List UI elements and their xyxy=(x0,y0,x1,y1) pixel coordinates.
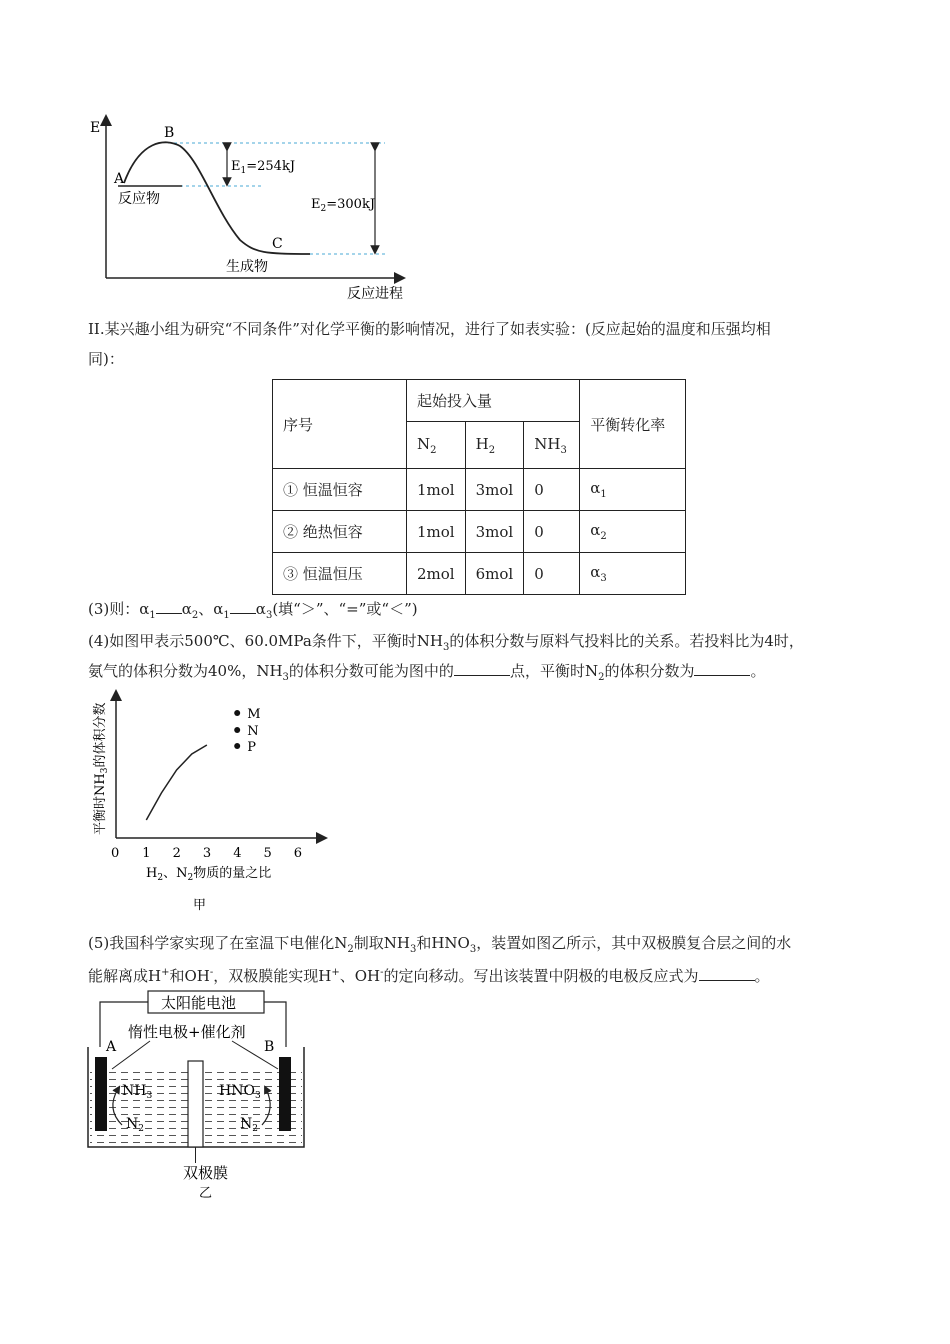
question-5-line2: 能解离成H+和OH-，双极膜能实现H+、OH-的定向移动。写出该装置中阴极的电极反应式为 。 xyxy=(88,958,868,991)
header-seq: 序号 xyxy=(273,380,407,469)
n2-right-label: $N_2$ xyxy=(240,1116,258,1134)
point-m xyxy=(234,710,240,716)
electrode-b-label: B xyxy=(264,1039,275,1055)
label-b: B xyxy=(164,125,175,141)
row-alpha: $\alpha_3$ xyxy=(580,553,686,595)
row-alpha: $\alpha_2$ xyxy=(580,511,686,553)
x-tick-label: 5 xyxy=(263,846,272,861)
row-n2: 1mol xyxy=(407,511,466,553)
point-label-p: P xyxy=(247,740,256,755)
header-start-amount: 起始投入量 xyxy=(407,380,580,422)
row-nh3: 0 xyxy=(524,511,580,553)
row-h2: 6mol xyxy=(465,553,524,595)
electrode-b xyxy=(279,1057,291,1131)
solar-cell-label: 太阳能电池 xyxy=(161,994,237,1012)
question-4-line2: 氨气的体积分数为40%，$NH_3$的体积分数可能为图中的 点，平衡时$N_2$的体积分数为 。 xyxy=(88,656,868,693)
e2-label: $E_2=300kJ$ xyxy=(311,197,376,214)
electrode-a-label: A xyxy=(106,1039,117,1055)
row-alpha: $\alpha_1$ xyxy=(580,469,686,511)
row-seq: ① 恒温恒容 xyxy=(273,469,407,511)
chart-jia xyxy=(0,685,360,920)
table-row xyxy=(273,511,686,553)
header-conversion: 平衡转化率 xyxy=(580,380,686,469)
reactant-label: 反应物 xyxy=(118,191,160,207)
chart-series-line xyxy=(146,745,207,820)
nh3-label: $NH_3$ xyxy=(122,1083,153,1101)
x-tick-label: 4 xyxy=(233,846,242,861)
answer-blank-1[interactable] xyxy=(156,597,182,614)
diagram-caption: 乙 xyxy=(199,1186,213,1201)
question-3: (3)则：$\alpha_1$ $\alpha_2$、$\alpha_1$ $\alpha_3$(填“＞”、“=”或“＜”) xyxy=(88,594,868,631)
x-tick-label: 2 xyxy=(172,846,181,861)
point-p xyxy=(234,743,240,749)
row-nh3: 0 xyxy=(524,553,580,595)
part2-line2: 同)： xyxy=(88,350,124,368)
table-row xyxy=(273,553,686,595)
point-label-n: N xyxy=(247,724,259,739)
x-tick-label: 1 xyxy=(142,846,151,861)
n2-left-label: $N_2$ xyxy=(126,1116,144,1134)
x-tick-label: 0 xyxy=(111,846,120,861)
question-5-line1: (5)我国科学家实现了在室温下电催化$N_2$制取$NH_3$和$HNO_3$，装置如图乙所示，其中双极膜复合层之间的水 xyxy=(88,934,792,955)
hno3-label: $HNO_3$ xyxy=(219,1083,261,1101)
row-h2: 3mol xyxy=(465,469,524,511)
electrode-note: 惰性电极+催化剂 xyxy=(128,1023,246,1041)
row-seq: ③ 恒温恒压 xyxy=(273,553,407,595)
chart-caption: 甲 xyxy=(193,898,207,913)
part2-line1: II.某兴趣小组为研究“不同条件”对化学平衡的影响情况，进行了如表实验：(反应起始的温度和压强均相 xyxy=(88,320,771,338)
header-h2: $H_2$ xyxy=(465,422,524,469)
table-row xyxy=(273,469,686,511)
question-4-line1: (4)如图甲表示500℃、60.0MPa条件下，平衡时$NH_3$的体积分数与原料气投料比的关系。若投料比为4时， xyxy=(88,632,804,653)
x-tick-label: 6 xyxy=(293,846,303,861)
row-h2: 3mol xyxy=(465,511,524,553)
row-n2: 2mol xyxy=(407,553,466,595)
row-seq: ② 绝热恒容 xyxy=(273,511,407,553)
electrode-a xyxy=(95,1057,107,1131)
e1-label: $E_1=254kJ$ xyxy=(231,159,296,176)
header-nh3: $NH_3$ xyxy=(524,422,580,469)
pointer-left xyxy=(112,1041,150,1069)
membrane-label: 双极膜 xyxy=(183,1164,229,1182)
label-a: A xyxy=(114,171,125,187)
product-label: 生成物 xyxy=(226,259,268,275)
row-n2: 1mol xyxy=(407,469,466,511)
row-nh3: 0 xyxy=(524,469,580,511)
chart-y-label: 平衡时$NH_3$的体积分数 xyxy=(93,702,110,835)
point-n xyxy=(234,727,240,733)
bipolar-membrane xyxy=(188,1061,203,1147)
experiment-table xyxy=(272,379,686,595)
header-n2: $N_2$ xyxy=(407,422,466,469)
answer-blank-2[interactable] xyxy=(230,597,256,614)
answer-blank-equation[interactable] xyxy=(699,964,755,981)
answer-blank-point[interactable] xyxy=(454,659,510,676)
axis-e-label: E xyxy=(90,120,101,136)
x-tick-label: 3 xyxy=(202,846,212,861)
electrolysis-diagram xyxy=(0,985,330,1205)
axis-progress-label: 反应进程 xyxy=(347,286,403,302)
chart-x-label: $H_2$、$N_2$物质的量之比 xyxy=(146,866,272,883)
point-label-m: M xyxy=(247,707,261,722)
energy-diagram xyxy=(0,0,950,310)
answer-blank-fraction[interactable] xyxy=(694,659,750,676)
label-c: C xyxy=(272,236,283,252)
